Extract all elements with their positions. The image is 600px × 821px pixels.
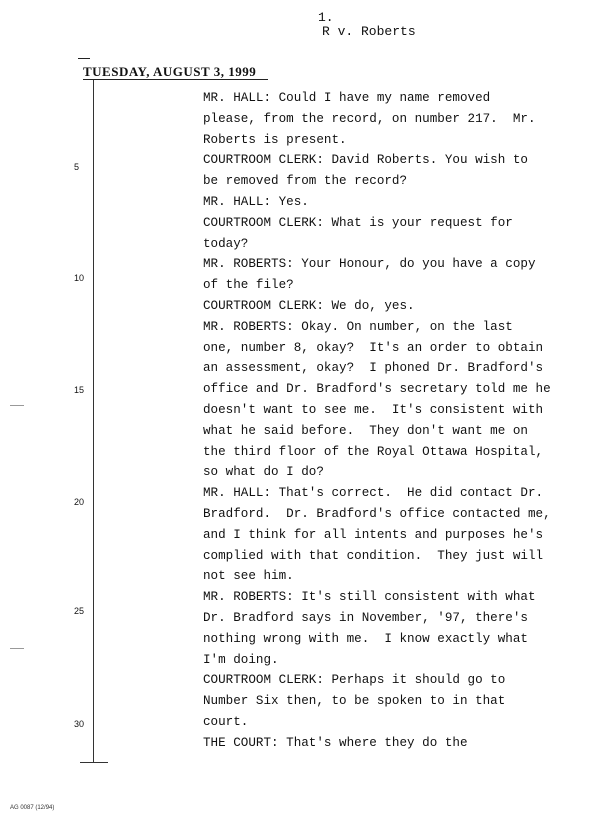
transcript-line: MR. HALL: Yes. <box>203 194 309 209</box>
transcript-line: COURTROOM CLERK: What is your request for <box>203 215 513 230</box>
line-number-5: 5 <box>74 162 80 172</box>
date-underline <box>83 79 268 80</box>
line-number-15: 15 <box>74 385 85 395</box>
case-name: R v. Roberts <box>322 24 416 39</box>
hearing-date: TUESDAY, AUGUST 3, 1999 <box>83 64 257 79</box>
transcript-line: the third floor of the Royal Ottawa Hospital, <box>203 444 544 459</box>
transcript-line: Roberts is present. <box>203 132 347 147</box>
line-number-30: 30 <box>74 719 85 729</box>
transcript-line: MR. HALL: That's correct. He did contact Dr. <box>203 486 544 501</box>
transcript-body <box>203 88 551 754</box>
transcript-line: Number Six then, to be spoken to in that <box>203 694 506 709</box>
transcript-line: not see him. <box>203 569 294 584</box>
hole-punch-mark <box>10 405 24 406</box>
transcript-line: complied with that condition. They just will <box>203 548 544 563</box>
line-number-25: 25 <box>74 606 85 616</box>
transcript-line: so what do I do? <box>203 465 324 480</box>
transcript-line: what he said before. They don't want me on <box>203 423 528 438</box>
form-code: AG 0087 (12/94) <box>10 805 55 811</box>
transcript-line: an assessment, okay? I phoned Dr. Bradford's <box>203 361 544 376</box>
transcript-line: MR. ROBERTS: Your Honour, do you have a copy <box>203 257 536 272</box>
transcript-line: be removed from the record? <box>203 174 408 189</box>
line-number-20: 20 <box>74 497 85 507</box>
transcript-line: COURTROOM CLERK: We do, yes. <box>203 298 415 313</box>
transcript-line: today? <box>203 236 249 251</box>
transcript-line: Bradford. Dr. Bradford's office contacted me, <box>203 506 551 521</box>
transcript-line: court. <box>203 714 249 729</box>
transcript-line: doesn't want to see me. It's consistent with <box>203 402 544 417</box>
header-rule <box>78 58 90 59</box>
transcript-line: of the file? <box>203 278 294 293</box>
transcript-line: Dr. Bradford says in November, '97, there's <box>203 610 528 625</box>
page-number: 1. <box>318 10 334 25</box>
transcript-line: nothing wrong with me. I know exactly what <box>203 631 528 646</box>
transcript-line: COURTROOM CLERK: Perhaps it should go to <box>203 673 506 688</box>
transcript-line: one, number 8, okay? It's an order to obtain <box>203 340 544 355</box>
transcript-line: and I think for all intents and purposes he's <box>203 527 544 542</box>
bottom-margin-tick <box>80 762 108 763</box>
hole-punch-mark <box>10 648 24 649</box>
transcript-line: please, from the record, on number 217. Mr. <box>203 111 536 126</box>
left-margin-rule <box>93 80 94 762</box>
transcript-line: I'm doing. <box>203 652 279 667</box>
transcript-line: MR. ROBERTS: It's still consistent with what <box>203 590 536 605</box>
transcript-line: office and Dr. Bradford's secretary told me he <box>203 382 551 397</box>
line-number-10: 10 <box>74 273 85 283</box>
transcript-line: MR. HALL: Could I have my name removed <box>203 91 491 105</box>
transcript-line: THE COURT: That's where they do the <box>203 735 468 750</box>
transcript-line: COURTROOM CLERK: David Roberts. You wish to <box>203 153 528 168</box>
transcript-line: MR. ROBERTS: Okay. On number, on the last <box>203 319 513 334</box>
